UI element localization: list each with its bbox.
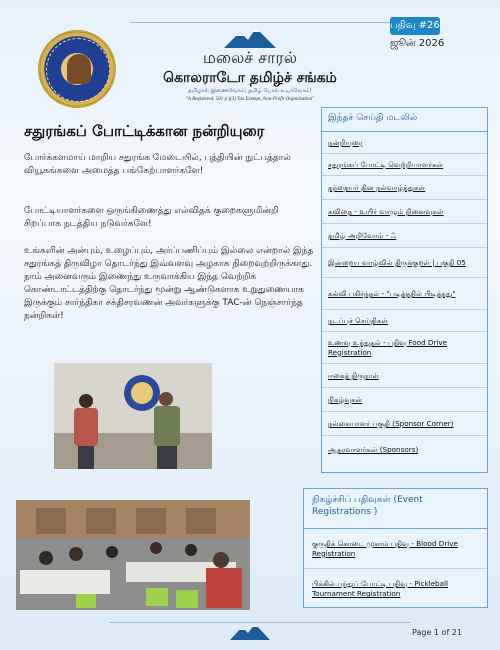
issue-badge: பதிவு #26	[390, 17, 440, 35]
toc-link[interactable]: தமிழ் அறிவோம் - ஃ	[322, 224, 487, 248]
toc-link[interactable]: தந்தையர் தின நல்வாழ்த்துகள்	[322, 176, 487, 200]
event-photo-chess-players	[16, 500, 250, 610]
toc-link[interactable]: நல்கையாளர் பகுதி (Sponsor Corner)	[322, 412, 487, 436]
registrations-heading: நிகழ்ச்சிப் பதிவுகள் (Event Registrations )	[304, 489, 487, 529]
event-photo-speakers	[54, 363, 212, 469]
toc-link[interactable]: ஆதரவாளர்கள் (Sponsors)	[328, 445, 419, 454]
header-divider	[130, 22, 390, 23]
toc-link[interactable]: நடப்புச் செய்திகள்	[322, 310, 487, 332]
registration-note: "A Registered, 501 (c)(3) Tax Exempt, Non-Profit Organization"	[185, 97, 315, 102]
pickleball-registration-link[interactable]: பிக்கில் பந்துப் போட்டி பதிவு - Pickleball Tournament Registration	[312, 579, 448, 598]
newsletter-title: மலைச் சாரல்	[202, 48, 297, 67]
organization-name: கொலராடோ தமிழ்ச் சங்கம்	[163, 70, 337, 86]
article-paragraph: போர்க்களமாய் மாறிய சதுரங்க மேடையில், புத்தியின் நுட்பத்தால் வியூகங்களை அமைத்த பங்கேற்பாளர்களே!	[24, 153, 291, 176]
toc-link[interactable]: உணவு உந்துதல் - பதிவு Food Drive Registration	[322, 332, 487, 364]
toc-link[interactable]: நன்றியுரை	[322, 132, 487, 154]
toc-heading: இந்தச் செய்தி மடலில்	[322, 108, 487, 132]
toc-link[interactable]: ஈகைத் திருநாள்	[322, 364, 487, 388]
article-title: சதுரங்கப் போட்டிக்கான நன்றியுரை	[24, 122, 265, 140]
article-paragraph: உங்களின் அன்பும், உழைப்பும், அர்ப்பணிப்பும் இல்லை என்றால் இந்த சதுரங்கத் திருவிழா தொடர்ந்து இவ்வளவு அழகாக நிறைவுற்றிருக்காது. நாம் அனைவரும் இணைந்து உருவாக்கிய இந்த வெற்றிக் கொண்டாட்டத்திற்கு தொடர்ந்து மூன்று ஆண்டுகளாக உறுதுணையாக இருக்கும் சார்ந்திகா சக்திசரவணன் அவர்களுக்கு TAC-ன் நெஞ்சார்ந்த நன்றிகள்!	[24, 246, 314, 321]
page-number: Page 1 of 21	[412, 628, 462, 637]
mountain-logo-icon	[229, 622, 271, 642]
toc-link[interactable]: சதுரங்கப் போட்டி வெற்றியாளர்கள்	[322, 154, 487, 176]
issue-date: ஜூன் 2026	[390, 38, 445, 49]
table-of-contents	[321, 107, 488, 473]
blood-drive-registration-link[interactable]: குருதிக் கொடை முகாம் பதிவு - Blood Drive Registration	[304, 529, 487, 569]
newsletter-header	[0, 0, 500, 112]
event-registrations-box	[303, 488, 488, 608]
toc-link[interactable]: நிகழ்வுகள்	[322, 388, 487, 412]
mountain-logo-icon	[222, 26, 278, 50]
toc-link[interactable]: கல்வி பகிர்ந்தல் - "படித்ததில் பிடித்தது"	[322, 278, 487, 310]
toc-link[interactable]: இன்றைய வாழ்வில் திருக்குறள் | பகுதி 05	[322, 248, 487, 278]
article-paragraph: போட்டியாளர்களை ஒருங்கிணைத்து எல்விதக் குறைகளுமின்றி சிறப்பாக நடத்திய நடுவர்களே!	[24, 206, 279, 229]
toc-link[interactable]: கவிதை - உயிர் வாழும் நினைவுகள்	[322, 200, 487, 224]
tagline: தமிழால் இணைவோம்; தமிழ் போல் உயர்வோம்!	[188, 88, 312, 94]
